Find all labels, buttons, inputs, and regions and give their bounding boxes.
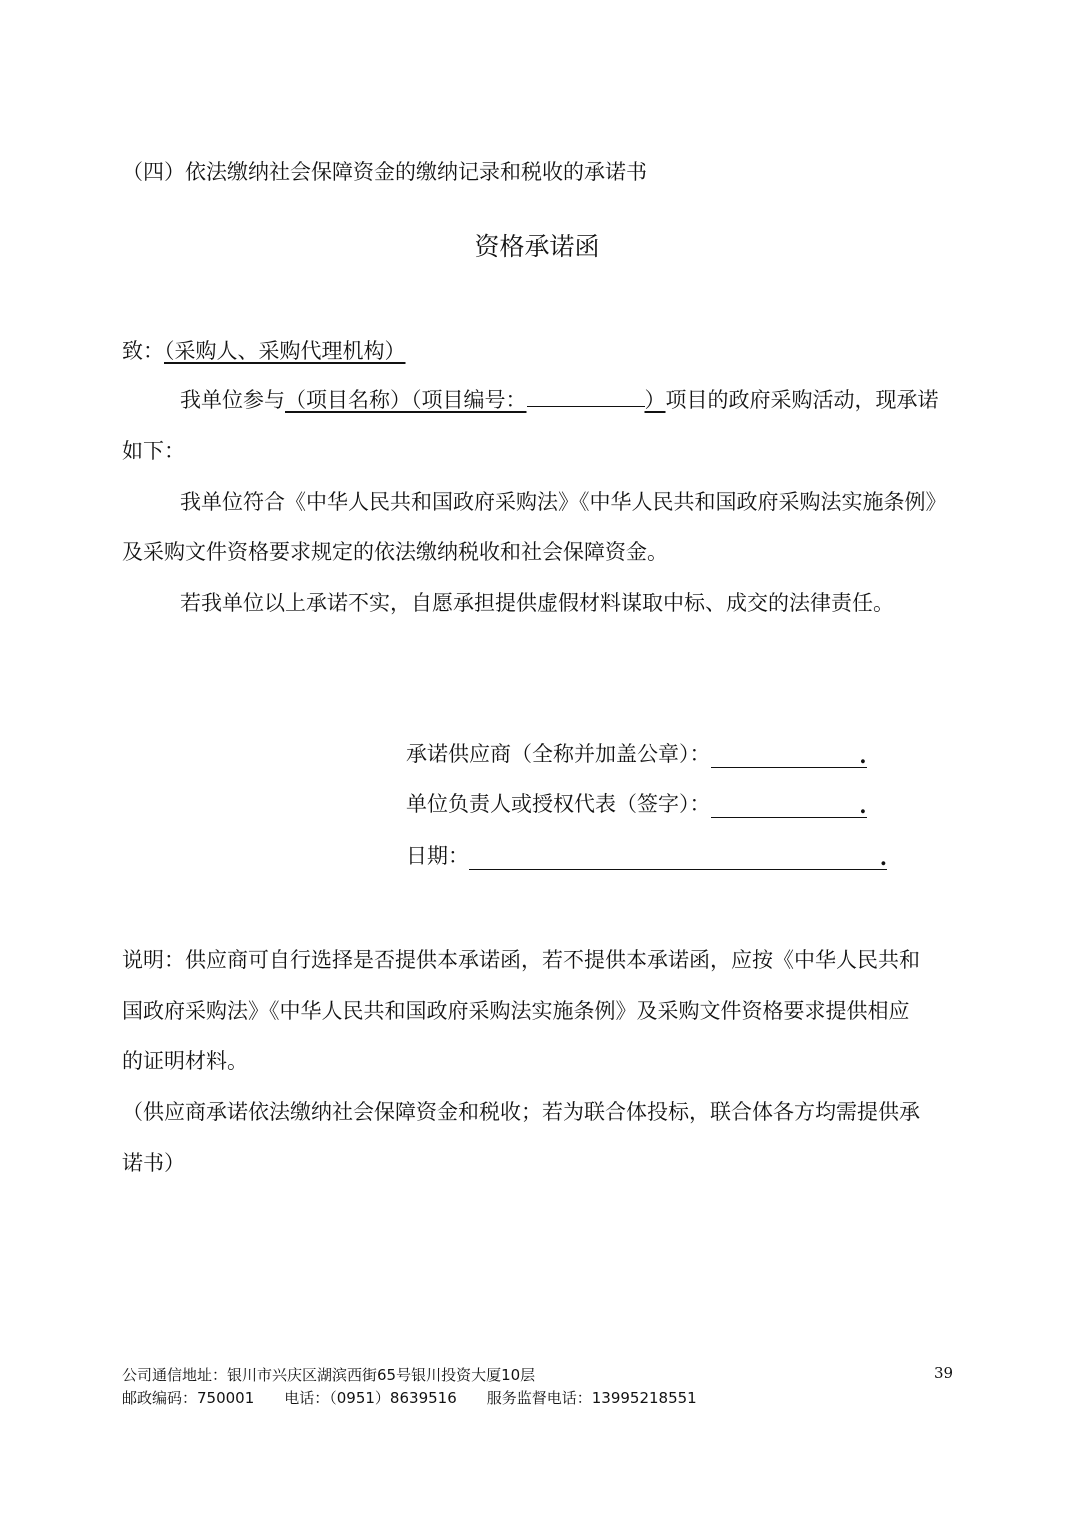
paragraph2-line1: 我单位符合《中华人民共和国政府采购法》《中华人民共和国政府采购法实施条例》: [180, 490, 947, 514]
section-heading: （四）依法缴纳社会保障资金的缴纳记录和税收的承诺书: [122, 160, 647, 184]
date-label: 日期：: [406, 844, 469, 868]
addressee-line: [122, 337, 406, 365]
document-title: 资格承诺函: [474, 232, 600, 261]
note-line1: 说明：供应商可自行选择是否提供本承诺函，若不提供本承诺函，应按《中华人民共和: [122, 948, 920, 972]
date-end-mark: .: [879, 845, 887, 870]
paragraph1-prefix: 我单位参与: [180, 388, 285, 412]
page-number: 39: [934, 1364, 954, 1382]
representative-signature-row: [406, 790, 867, 818]
footer-address: 公司通信地址：银川市兴庆区湖滨西街65号银川投资大厦10层: [122, 1366, 536, 1384]
representative-signature-field[interactable]: [711, 791, 867, 818]
supplier-signature-row: [406, 740, 867, 768]
project-number-blank: [527, 386, 645, 407]
project-placeholder-close: ）: [644, 388, 666, 412]
date-field[interactable]: [469, 843, 887, 870]
supplier-end-mark: .: [859, 743, 867, 768]
project-placeholder: （项目名称）（项目编号：: [285, 388, 527, 412]
supplier-label: 承诺供应商（全称并加盖公章）：: [406, 742, 711, 766]
paragraph1-line1: [180, 386, 939, 414]
addressee-prefix: 致：: [122, 339, 164, 363]
paragraph3: 若我单位以上承诺不实，自愿承担提供虚假材料谋取中标、成交的法律责任。: [180, 591, 894, 615]
representative-label: 单位负责人或授权代表（签字）：: [406, 792, 711, 816]
paragraph2-line2: 及采购文件资格要求规定的依法缴纳税收和社会保障资金。: [122, 540, 668, 564]
footer-contact: 邮政编码：750001 电话：（0951）8639516 服务监督电话：13995218551: [122, 1389, 697, 1407]
paragraph1-line2: 如下：: [122, 439, 185, 463]
paragraph1-suffix: 项目的政府采购活动，现承诺: [665, 388, 939, 412]
note-line3: 的证明材料。: [122, 1049, 248, 1073]
representative-end-mark: .: [859, 793, 867, 818]
supplier-signature-field[interactable]: [711, 741, 867, 768]
addressee-placeholder: （采购人、采购代理机构）: [164, 339, 406, 363]
remark-line2: 诺书）: [122, 1151, 185, 1175]
remark-line1: （供应商承诺依法缴纳社会保障资金和税收；若为联合体投标，联合体各方均需提供承: [122, 1100, 920, 1124]
date-row: [406, 842, 887, 870]
note-line2: 国政府采购法》《中华人民共和国政府采购法实施条例》及采购文件资格要求提供相应: [122, 999, 910, 1023]
